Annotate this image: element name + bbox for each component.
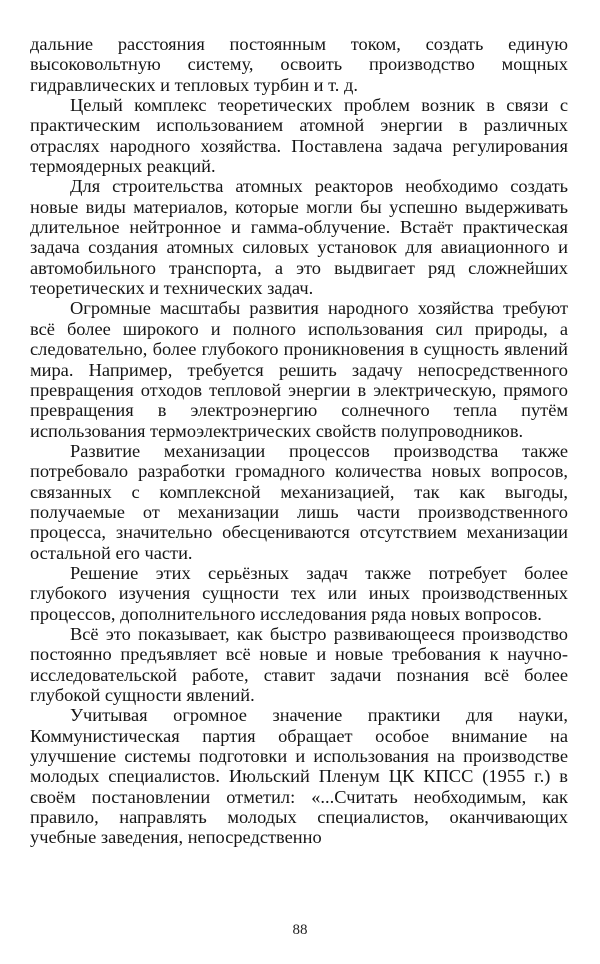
page-body: [30, 34, 568, 848]
paragraph-5: Развитие механизации процессов производства также потребовало разработки громадного количества новых вопросов, связанных с комплексной механизацией, так как выгоды, получаемые от механизации лишь части производственного процесса, значительно обесцениваются отсутствием механизации остальной его части.: [30, 440, 568, 563]
page-number: 88: [292, 922, 308, 938]
paragraph-6: Решение этих серьёзных задач также потребует более глубокого изучения сущности тех или иных производственных процессов, дополнительного исследования ряда новых вопросов.: [30, 562, 568, 624]
paragraph-8: Учитывая огромное значение практики для науки, Коммунистическая партия обращает особое внимание на улучшение системы подготовки и использования на производстве молодых специалистов. Июльский Пленум ЦК КПСС (1955 г.) в своём постановлении отметил: «...Считать необходимым, как правило, направлять молодых специалистов, оканчивающих учебные заведения, непосредственно: [30, 705, 568, 848]
paragraph-1: дальние расстояния постоянным током, создать единую высоковольтную систему, освоить производство мощных гидравлических и тепловых турбин и т. д.: [30, 34, 568, 95]
paragraph-4: Огромные масштабы развития народного хозяйства требуют всё более широкого и полного использования сил природы, а следовательно, более глубокого проникновения в сущность явлений мира. Например, требуется решить задачу непосредственного превращения отходов тепловой энергии в электрическую, прямого превращения в электроэнергию солнечного тепла путём использования термоэлектрических свойств полупроводников.: [30, 298, 568, 441]
paragraph-2: Целый комплекс теоретических проблем возник в связи с практическим использованием атомной энергии в различных отраслях народного хозяйства. Поставлена задача регулирования термоядерных реакций.: [30, 95, 568, 177]
paragraph-3: Для строительства атомных реакторов необходимо создать новые виды материалов, которые могли бы успешно выдерживать длительное нейтронное и гамма-облучение. Встаёт практическая задача создания атомных силовых установок для авиационного и автомобильного транспорта, а это выдвигает ряд сложнейших теоретических и технических задач.: [30, 176, 568, 299]
paragraph-7: Всё это показывает, как быстро развивающееся производство постоянно предъявляет всё новые и новые требования к научно-исследовательской работе, ставит задачи познания всё более глубокой сущности явлений.: [30, 623, 568, 705]
